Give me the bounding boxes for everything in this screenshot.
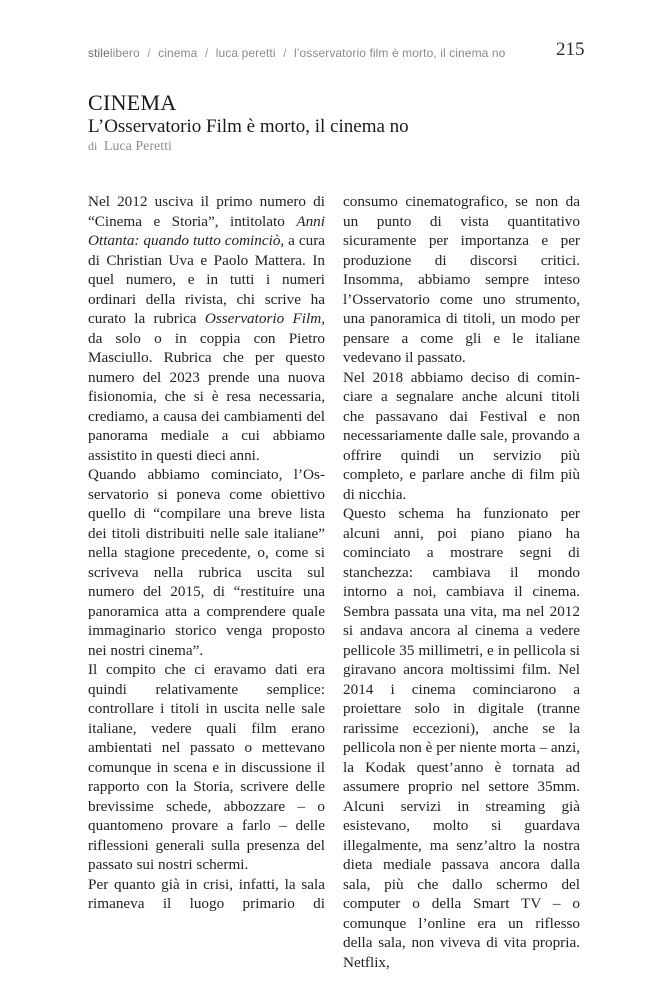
italic-title-2: Osservatorio Film [204,310,322,327]
paragraph-1 [88,192,325,465]
breadcrumb-separator: / [147,46,151,60]
italic-title-1: Anni Ottanta: quando tutto cominciò [88,212,325,249]
breadcrumb-separator: / [283,46,287,60]
paragraph-2: Quando abbiamo cominciato, l’Osservatorio si poneva come obiettivo quello di “compilare una breve lista dei titoli distribuiti nelle sale italiane” nella stagione precedente, o, come si scriveva nella rubrica uscita sul numero del 2015, di “restituire una panoramica atta a comprendere quale immaginario storico venga proposto nei nostri cinema”. [88,466,325,659]
running-header [88,46,558,60]
right-column [343,192,580,972]
page-number: 215 [556,39,585,60]
paragraph-6: Nel 2018 abbiamo deciso di cominciare a segnalare anche alcuni titoli che passavano dai Festival e non necessariamente dalle sale, provando a offrire quindi un servizio più completo, e parlare anche di film più di nicchia. [343,368,580,503]
breadcrumb-cinema: cinema [158,46,198,60]
brand-stile: stile [88,46,110,60]
paragraph-3: Il compito che ci eravamo dati era quindi relativamente semplice: controllare i titoli in uscita nelle sale italiane, vedere quali film erano ambientati nel passato o mettevano comunque in scena e in discussione il rapporto con la Storia, scrivere delle brevissime schede, abbozzare – o quantomeno provare a farlo – delle riflessioni generali sulla presenza del passato sui nostri schermi. [88,661,325,873]
byline [88,139,172,155]
section-heading: CINEMA [88,90,177,115]
byline-prefix: di [88,139,98,153]
paragraph-4: Per quanto già in crisi, infatti, la sala rimaneva il luogo primario di [88,875,325,912]
paragraph-7: Questo schema ha funzionato per alcuni anni, poi piano piano ha cominciato a mostrare segni di stanchezza: cambiava il mondo intorno a noi, cambiava il cinema. Sembra passata una vita, ma nel 2012 si andava ancora al cinema a vedere pellicole 35 millimetri, e in pellicola si giravano ancora moltissimi film. Nel 2014 i cinema cominciarono a proiettare solo in digitale (tranne rarissime eccezioni), anche se la pellicola non è per niente morta – anzi, la Kodak quest’anno è tornata ad assumere proprio nel settore 35mm. Alcuni servizi in streaming già esistevano, molto si guardava illegalmente, ma senz’altro la nostra dieta mediale passava ancora dalla sala, più che dallo schermo del computer o della Smart TV – o comunque l’online era un riflesso della sala, non viveva di vita propria. Netflix, [343,505,581,971]
brand-libero: libero [109,46,140,60]
text-run: Nel 2012 usciva il primo numero di “Cinema e Storia”, intitolato [88,193,325,230]
text-run: , da solo o in coppia con Pietro Masciullo. Rubrica che per questo numero del 2023 prende una nuova fisionomia, che si è resa necessaria, crediamo, a causa dei cambiamenti del panorama mediale a cui abbiamo assistito in questi dieci anni. [88,310,325,464]
breadcrumb-author: luca peretti [215,46,276,60]
paragraph-5: consumo cinematografico, se non da un punto di vista quantitativo sicuramente per importanza e per produzione di discorsi critici. Insomma, abbiamo sempre inteso l’Osservatorio come uno strumento, una panoramica di titoli, un modo per pensare a come gli e le italiane vedevano il passato. [343,193,580,366]
left-column [88,192,325,914]
breadcrumb-article: l’osservatorio film è morto, il cinema no [293,46,506,60]
text-run: , a cura di Christian Uva e Paolo Mattera. In quel numero, e in tutti i numeri ordinari della rivista, chi scrive ha curato la rubrica [88,232,326,327]
breadcrumb-separator: / [204,46,209,60]
author-name: Luca Peretti [103,139,172,154]
article-title: L’Osservatorio Film è morto, il cinema no [88,116,409,137]
